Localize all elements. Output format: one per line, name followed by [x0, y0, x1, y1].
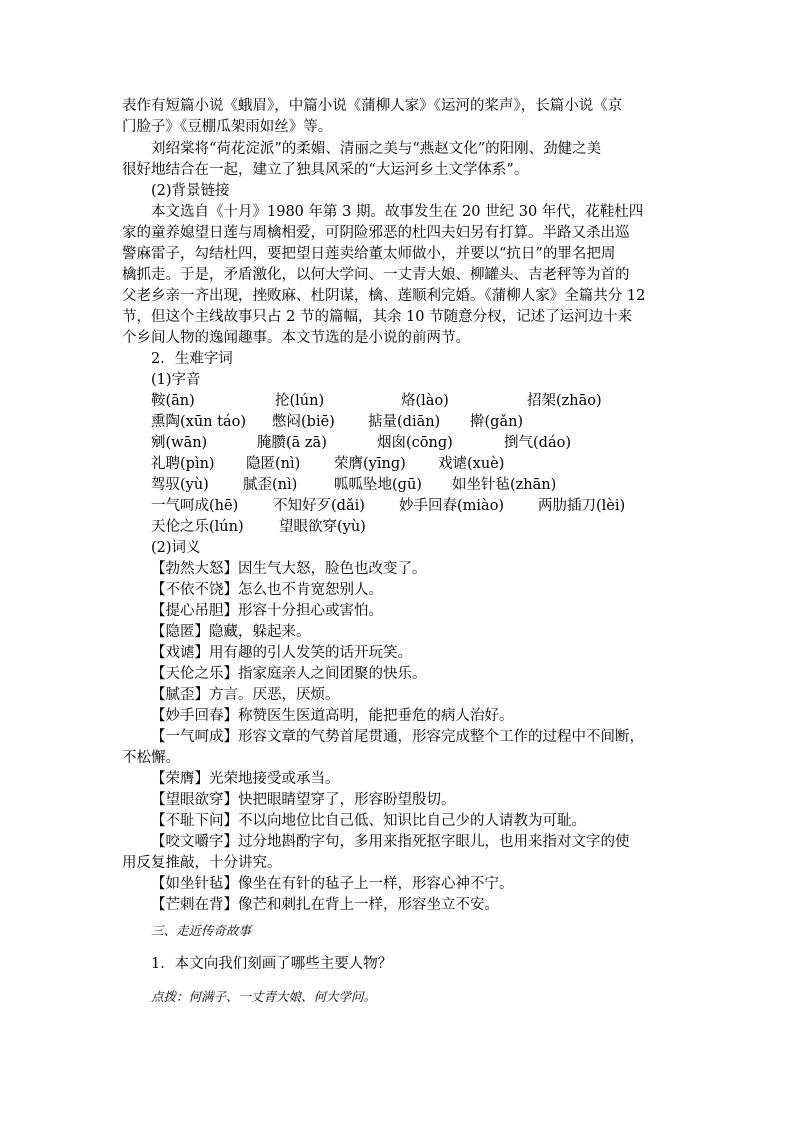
- vocab-heading: 2．生难字词: [151, 351, 233, 367]
- background-heading: (2)背景链接: [151, 183, 230, 199]
- definition: 【妙手回春】称赞医生医道高明，能把垂危的病人治好。: [151, 708, 514, 724]
- definition: 不松懈。: [122, 750, 180, 766]
- definition: 【芒刺在背】像芒和刺扎在背上一样，形容坐立不安。: [151, 897, 499, 913]
- definition: 【提心吊胆】形容十分担心或害怕。: [151, 603, 383, 619]
- pronunciation-row: 熏陶(xūn táo) 憋闷(biē) 掂量(diān) 擀(gǎn): [151, 414, 524, 430]
- pronunciation-heading: (1)字音: [151, 372, 201, 388]
- definition: 【不依不饶】怎么也不肯宽恕别人。: [151, 582, 383, 598]
- pronunciation-row: 一气呵成(hē) 不知好歹(dǎi) 妙手回春(miào) 两肋插刀(lèi): [151, 498, 626, 514]
- intro-line: 表作有短篇小说《蛾眉》，中篇小说《蒲柳人家》《运河的桨声》，长篇小说《京: [122, 98, 623, 114]
- definition: 【天伦之乐】指家庭亲人之间团聚的快乐。: [151, 666, 427, 682]
- pronunciation-row: 剜(wān) 腌臜(ā zā) 烟囱(cōnɡ) 捯气(dáo): [151, 435, 571, 451]
- definition: 【如坐针毡】像坐在有针的毡子上一样，形容心神不宁。: [151, 876, 514, 892]
- intro-line: 很好地结合在一起，建立了独具风采的“大运河乡土文学体系”。: [122, 162, 529, 178]
- definition: 【不耻下问】不以向地位比自己低、知识比自己少的人请教为可耻。: [151, 813, 586, 829]
- answer-hint: 点拨：何满子、一丈青大娘、何大学问。: [151, 989, 377, 1004]
- section-heading: 三、走近传奇故事: [151, 923, 252, 938]
- definition: 【勃然大怒】因生气大怒，脸色也改变了。: [151, 561, 427, 577]
- background-line: 本文选自《十月》1980 年第 3 期。故事发生在 20 世纪 30 年代，花鞋杜四: [151, 204, 644, 220]
- meaning-heading: (2)词义: [151, 540, 201, 556]
- definition: 【隐匿】隐藏，躲起来。: [151, 624, 311, 640]
- background-line: 警麻雷子，勾结杜四，要把望日莲卖给董太师做小，并要以“抗日”的罪名把周: [122, 246, 616, 262]
- intro-line: 门脸子》《豆棚瓜架雨如丝》等。: [122, 119, 333, 135]
- pronunciation-row: 天伦之乐(lún) 望眼欲穿(yù): [151, 519, 366, 535]
- definition: 【荣膺】光荣地接受或承当。: [151, 771, 340, 787]
- definition: 【一气呵成】形容文章的气势首尾贯通，形容完成整个工作的过程中不间断，: [151, 729, 644, 745]
- definition: 【腻歪】方言。厌恶，厌烦。: [151, 687, 340, 703]
- pronunciation-row: 鞍(ān) 抡(lún) 烙(lào) 招架(zhāo): [151, 393, 602, 409]
- intro-line: 刘绍棠将“荷花淀派”的柔媚、清丽之美与“燕赵文化”的阳刚、劲健之美: [151, 141, 602, 157]
- background-line: 个乡间人物的逸闻趣事。本文节选的是小说的前两节。: [122, 330, 470, 346]
- pronunciation-row: 礼聘(pìn) 隐匿(nì) 荣膺(yīnɡ) 戏谑(xuè): [151, 456, 505, 472]
- background-line: 父老乡亲一齐出现，挫败麻、杜阴谋，檎、莲顺利完婚。《蒲柳人家》全篇共分 12: [122, 288, 646, 304]
- definition: 用反复推敲，十分讲究。: [122, 855, 282, 871]
- background-line: 檎抓走。于是，矛盾激化，以何大学问、一丈青大娘、柳罐头、吉老秤等为首的: [122, 267, 630, 283]
- pronunciation-row: 驾驭(yù) 腻歪(nì) 呱呱坠地(ɡū) 如坐针毡(zhān): [151, 477, 557, 493]
- background-line: 家的童养媳望日莲与周檎相爱，可阴险邪恶的杜四夫妇另有打算。半路又杀出巡: [122, 225, 630, 241]
- background-line: 节，但这个主线故事只占 2 节的篇幅，其余 10 节随意分杈，记述了运河边十来: [122, 309, 633, 325]
- question: 1．本文向我们刻画了哪些主要人物？: [151, 956, 393, 972]
- definition: 【望眼欲穿】快把眼睛望穿了，形容盼望殷切。: [151, 792, 456, 808]
- definition: 【咬文嚼字】过分地斟酌字句，多用来指死抠字眼儿，也用来指对文字的使: [151, 834, 630, 850]
- definition: 【戏谑】用有趣的引人发笑的话开玩笑。: [151, 645, 412, 661]
